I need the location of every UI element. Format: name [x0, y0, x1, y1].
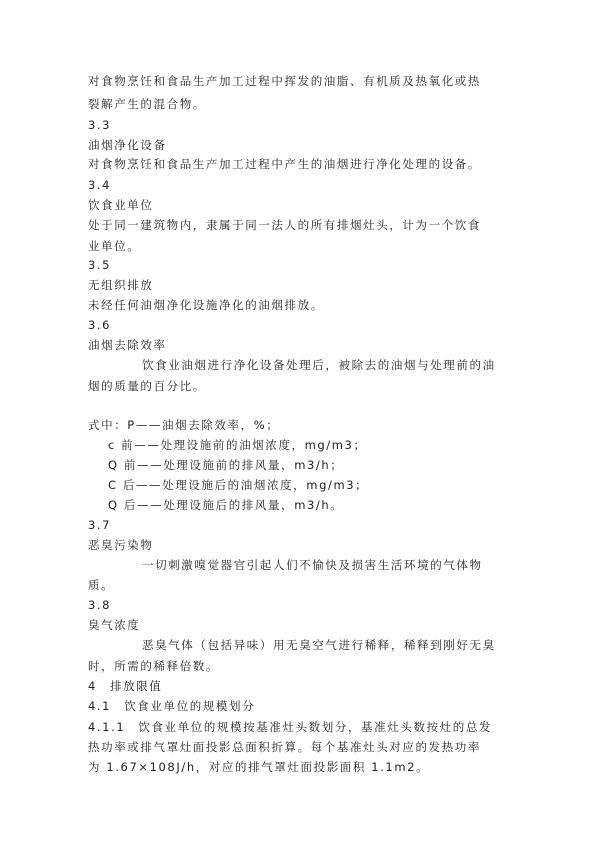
def-3-5-number: 3.5 [88, 258, 112, 272]
def-3-4-number: 3.4 [88, 178, 112, 192]
def-3-3-term: 油烟净化设备 [88, 138, 167, 152]
def-3-5-text-line1: 未经任何油烟净化设施净化的油烟排放。 [88, 298, 324, 312]
def-3-6-text-line1: 饮食业油烟进行净化设备处理后，被除去的油烟与处理前的油 [142, 358, 496, 372]
paragraph-4-1-1-line1: 4.1.1 饮食业单位的规模按基准灶头数划分，基准灶头数按灶的总发 [88, 720, 493, 734]
def-3-2-text-line1: 对食物烹饪和食品生产加工过程中挥发的油脂、有机质及热氧化或热 [88, 74, 481, 88]
def-3-3-number: 3.3 [88, 118, 112, 132]
def-3-7-number: 3.7 [88, 518, 112, 532]
section-4-heading: 4 排放限值 [88, 679, 163, 693]
formula-legend-line: C 后——处理设施后的油烟浓度，mg/m3； [108, 478, 369, 492]
def-3-8-text-line2: 时，所需的稀释倍数。 [88, 659, 219, 673]
def-3-6-text-line2: 烟的质量的百分比。 [88, 379, 206, 393]
def-3-3-text-line1: 对食物烹饪和食品生产加工过程中产生的油烟进行净化处理的设备。 [88, 157, 481, 171]
def-3-6-term: 油烟去除效率 [88, 338, 167, 352]
section-4-1-heading: 4.1 饮食业单位的规模划分 [88, 699, 256, 713]
def-3-8-term: 臭气浓度 [88, 618, 141, 632]
def-3-2-text-line2: 裂解产生的混合物。 [88, 97, 206, 111]
def-3-8-number: 3.8 [88, 598, 112, 612]
formula-legend-line: c 前——处理设施前的油烟浓度，mg/m3； [108, 438, 367, 452]
def-3-6-number: 3.6 [88, 318, 112, 332]
def-3-8-text-line1: 恶臭气体（包括异味）用无臭空气进行稀释，稀释到刚好无臭 [142, 638, 496, 652]
def-3-7-text-line1: 一切刺激嗅觉器官引起人们不愉快及损害生活环境的气体物 [142, 558, 483, 572]
def-3-7-term: 恶臭污染物 [88, 538, 154, 552]
paragraph-4-1-1-line3: 为 1.67×108J/h，对应的排气罩灶面投影面积 1.1m2。 [88, 760, 430, 774]
def-3-4-text-line2: 业单位。 [88, 239, 141, 253]
def-3-4-text-line1: 处于同一建筑物内，隶属于同一法人的所有排烟灶头，计为一个饮食 [88, 218, 481, 232]
formula-legend-line: Q 前——处理设施前的排风量，m3/h； [108, 458, 344, 472]
def-3-5-term: 无组织排放 [88, 278, 154, 292]
def-3-4-term: 饮食业单位 [88, 198, 154, 212]
paragraph-4-1-1-line2: 热功率或排气罩灶面投影总面积折算。每个基准灶头对应的发热功率 [88, 740, 481, 754]
formula-legend-line: Q 后——处理设施后的排风量，m3/h。 [108, 498, 344, 512]
formula-legend-line: 式中：P——油烟去除效率，%； [88, 418, 280, 432]
def-3-7-text-line2: 质。 [88, 578, 115, 592]
